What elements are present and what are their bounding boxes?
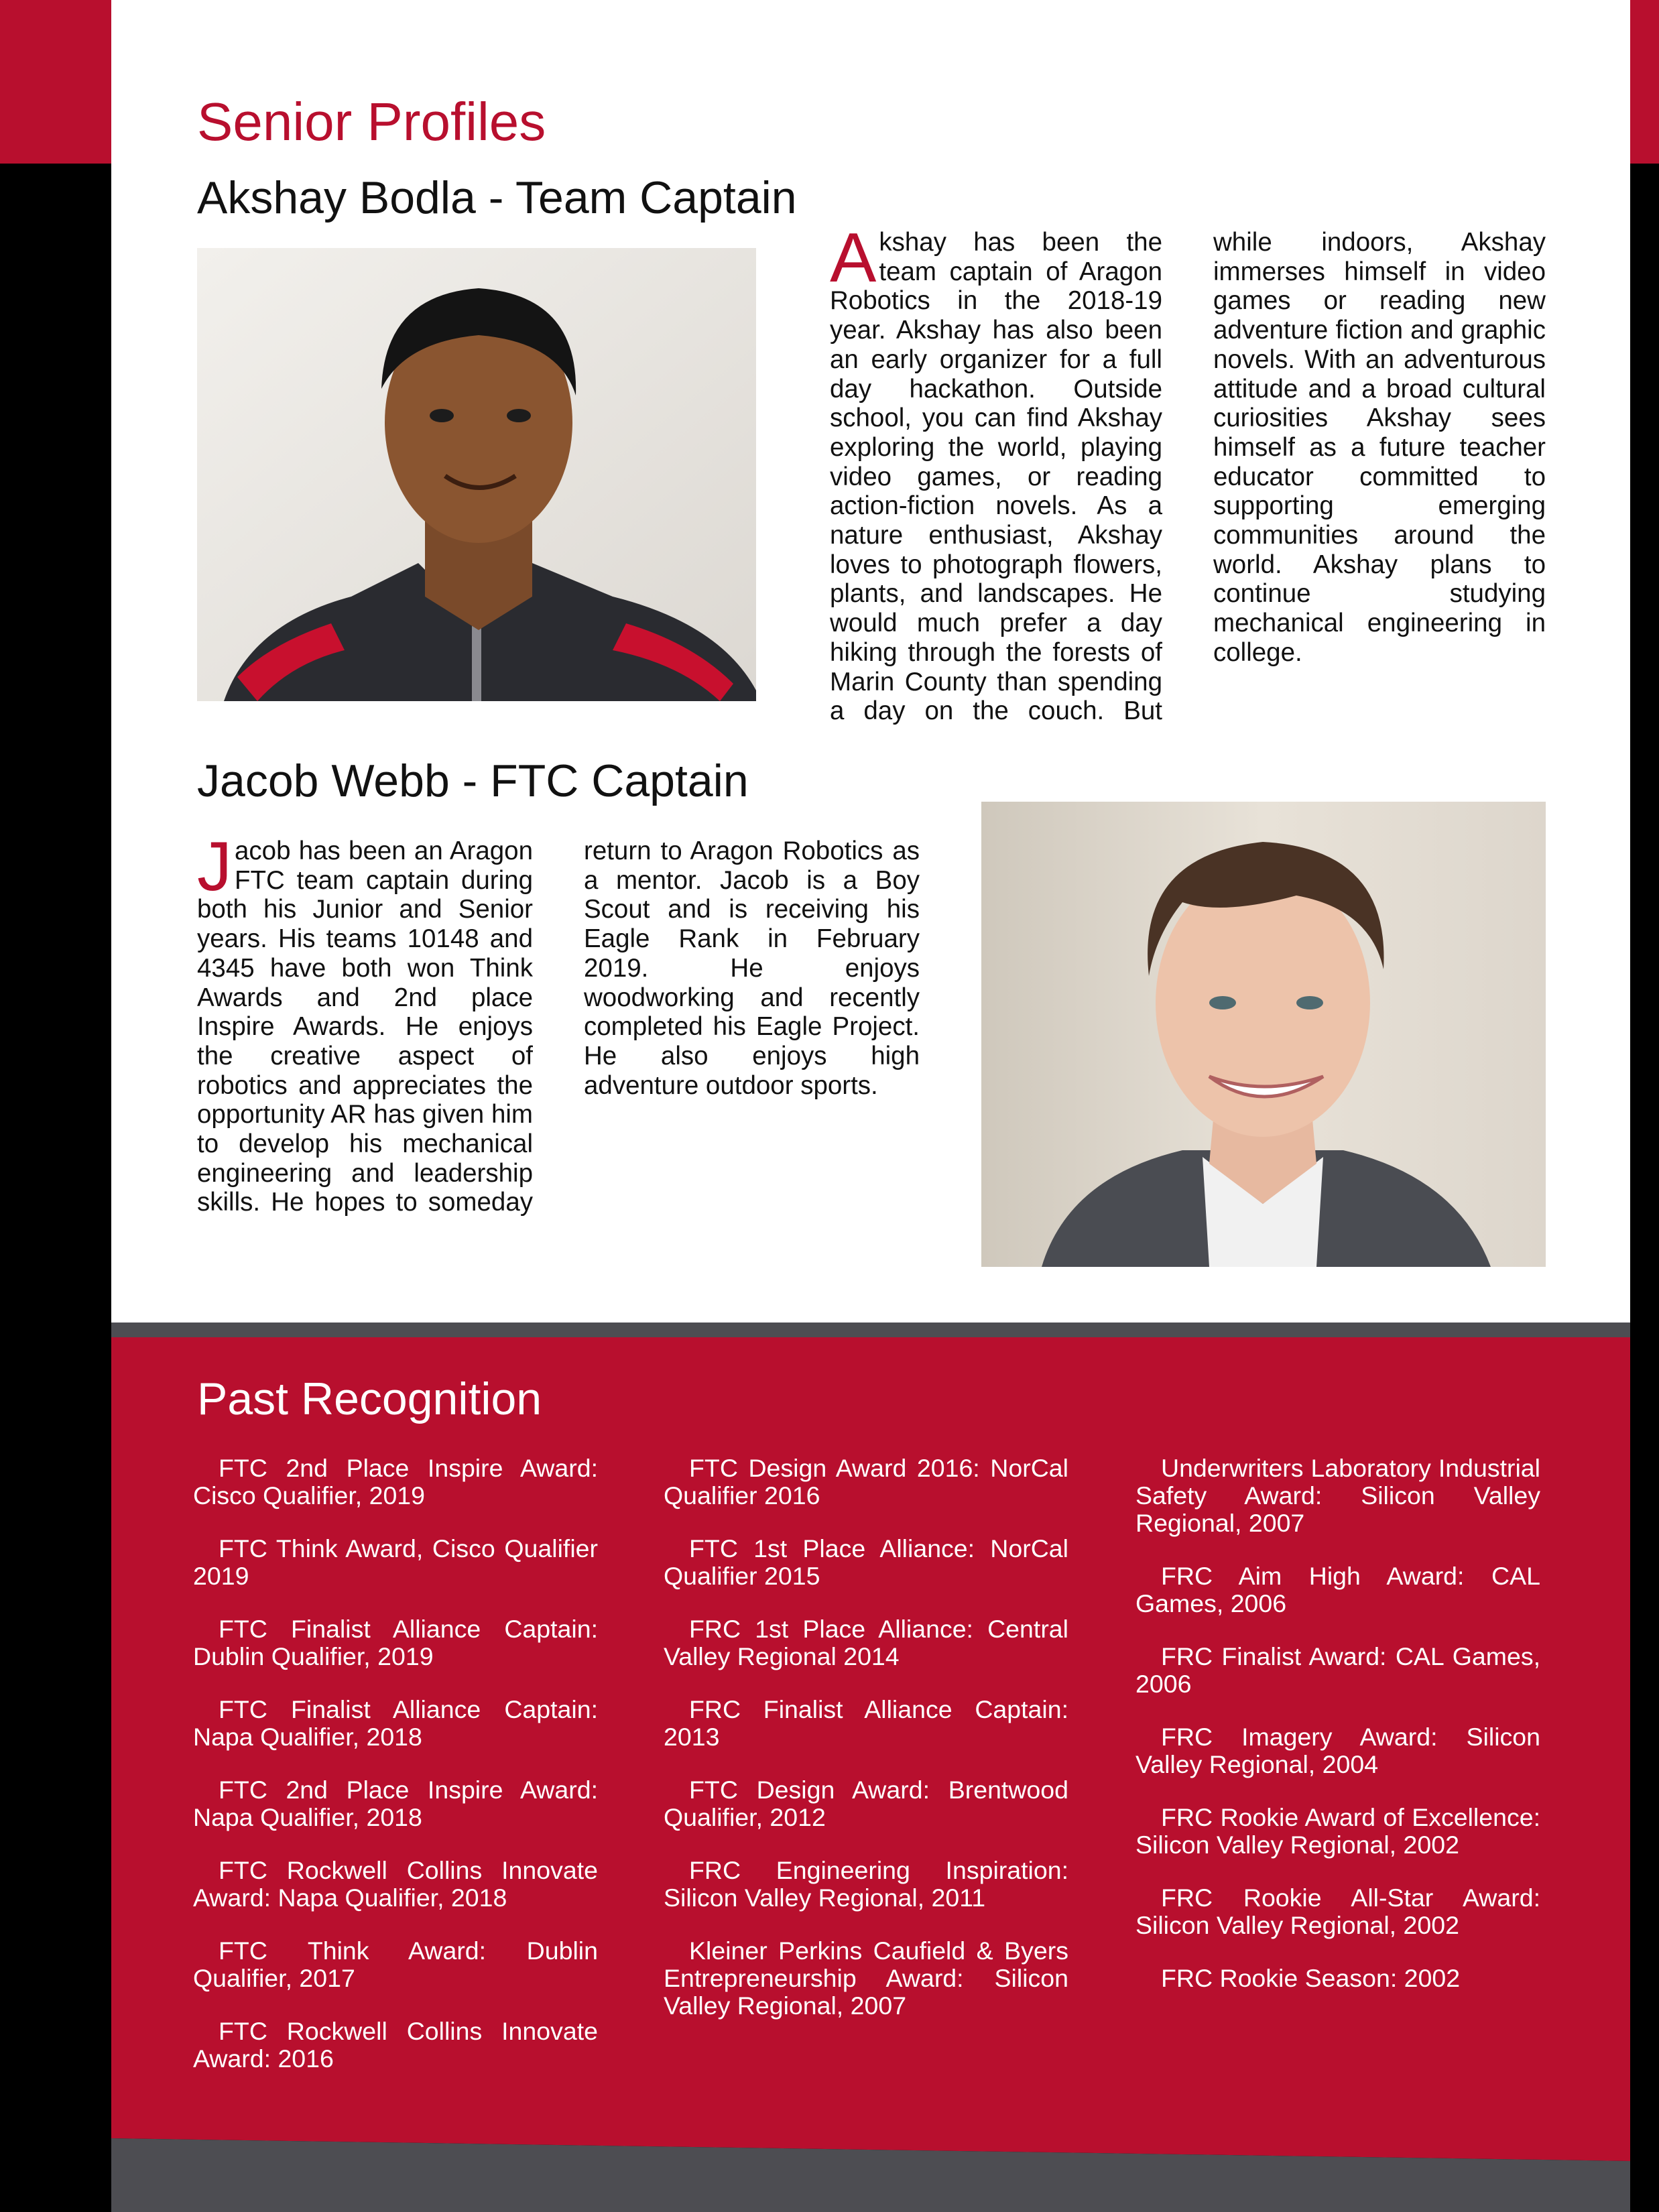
award-item: FRC Rookie Season: 2002 [1161, 1964, 1461, 1992]
recognition-column-1 [193, 1455, 598, 2098]
jacob-bio [197, 828, 920, 1220]
recognition-column-3 [1135, 1455, 1540, 2018]
award-item: FTC Rockwell Collins Innovate Award: Napa Qualifier, 2018 [193, 1856, 598, 1912]
award-item: FTC Design Award: Brentwood Qualifier, 2012 [664, 1776, 1068, 1831]
award-item: FTC 1st Place Alliance: NorCal Qualifier 2015 [664, 1534, 1068, 1590]
recognition-title: Past Recognition [197, 1373, 542, 1424]
award-item: FTC Rockwell Collins Innovate Award: 2016 [193, 2017, 598, 2073]
award-item: FTC Think Award, Cisco Qualifier 2019 [193, 1534, 598, 1590]
jacob-photo [981, 802, 1546, 1267]
award-item: FRC Rookie Award of Excellence: Silicon Valley Regional, 2002 [1135, 1803, 1540, 1859]
recognition-column-2 [664, 1455, 1068, 2045]
gray-divider-band [111, 1323, 1630, 1337]
award-item: FTC 2nd Place Inspire Award: Napa Qualifier, 2018 [193, 1776, 598, 1831]
page-title: Senior Profiles [197, 92, 546, 151]
jacob-bio-text: acob has been an Aragon FTC team captain during both his Junior and Senior years. His teams 10148 and 4345 have both won Think Awards and 2nd place Inspire Awards. He enjoys the creative aspect of robotics and appreciates the opportunity AR has given him to develop his mechanical engineering and leadership skills. He hopes to someday return to Aragon Robotics as a mentor. Jacob is a Boy Scout and is receiving his Eagle Rank in February 2019. He enjoys woodworking and recently completed his Eagle Project. He also enjoys high adventure outdoor sports. [197, 837, 920, 1217]
profile-name-akshay: Akshay Bodla - Team Captain [197, 172, 797, 223]
award-item: FRC 1st Place Alliance: Central Valley Regional 2014 [664, 1615, 1068, 1670]
award-item: Kleiner Perkins Caufield & Byers Entrepreneurship Award: Silicon Valley Regional, 2007 [664, 1937, 1068, 2020]
award-item: FTC Finalist Alliance Captain: Dublin Qualifier, 2019 [193, 1615, 598, 1670]
akshay-bio-text: kshay has been the team captain of Aragon Robotics in the 2018-19 year. Akshay has also been an early organizer for a full day hackathon. Outside school, you can find Akshay exploring the world, playing video games, or reading action-fiction novels. As a nature enthusiast, Akshay loves to photograph flowers, plants, and landscapes. He would much prefer a day hiking through the forests of Marin County than spending a day on the couch. But while indoors, Akshay immerses himself in video games or reading new adventure fiction and graphic novels. With an adventurous attitude and a broad cultural curiosities Akshay sees himself as a future teacher educator committed to supporting emerging communities around the world. Akshay plans to continue studying mechanical engineering in college. [830, 228, 1546, 726]
award-item: FRC Finalist Alliance Captain: 2013 [664, 1695, 1068, 1751]
akshay-photo [197, 248, 756, 701]
award-item: FRC Engineering Inspiration: Silicon Valley Regional, 2011 [664, 1856, 1068, 1912]
award-item: FRC Imagery Award: Silicon Valley Regional, 2004 [1135, 1723, 1540, 1778]
jacob-dropcap: J [197, 828, 232, 906]
profile-name-jacob: Jacob Webb - FTC Captain [197, 755, 749, 806]
award-item: FRC Finalist Award: CAL Games, 2006 [1135, 1642, 1540, 1698]
award-item: FRC Rookie All-Star Award: Silicon Valley Regional, 2002 [1135, 1884, 1540, 1939]
akshay-bio [830, 219, 1546, 729]
award-item: FTC Design Award 2016: NorCal Qualifier 2016 [664, 1454, 1068, 1510]
award-item: FRC Aim High Award: CAL Games, 2006 [1135, 1562, 1540, 1617]
award-item: Underwriters Laboratory Industrial Safety Award: Silicon Valley Regional, 2007 [1135, 1454, 1540, 1537]
award-item: FTC Think Award: Dublin Qualifier, 2017 [193, 1937, 598, 1992]
award-item: FTC 2nd Place Inspire Award: Cisco Qualifier, 2019 [193, 1454, 598, 1510]
award-item: FTC Finalist Alliance Captain: Napa Qualifier, 2018 [193, 1695, 598, 1751]
akshay-dropcap: A [830, 219, 877, 297]
